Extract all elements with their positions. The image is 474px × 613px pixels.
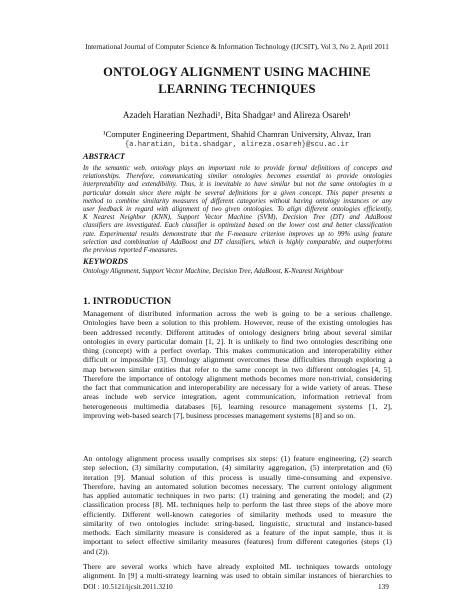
abstract-line: the previous reported F-measures. [83, 247, 178, 255]
abstract-line: method to combine similarity measures of different categories without having ontology instances or any [83, 197, 392, 205]
paragraph-line: ontologies in every particular domain [1, 2]. It is unlikely to find two ontologies describing one [83, 336, 392, 346]
author-list: Azadeh Haratian Nezhadi¹, Bita Shadgar¹ and Alireza Osareh¹ [122, 110, 352, 120]
paper-title [0, 64, 474, 98]
abstract-heading: ABSTRACT [83, 152, 125, 161]
intro-paragraph-1 [83, 309, 392, 420]
paragraph-line: There are several works which have already exploited ML techniques towards ontology [83, 562, 392, 571]
paragraph-line: heterogeneous multimedia databases [6], learning resource management systems [1, 2], [83, 401, 392, 411]
abstract-line: K Nearest Neighbor (KNN), Support Vector Machine (SVM), Decision Tree (DT) and AdaBoost [83, 214, 392, 222]
abstract-line: interpretability and extendibility. Thus, it is inevitable to have similar but not the same ontologies in a [83, 181, 392, 189]
abstract-line: relationships. Therefore, communicating similar ontologies becomes essential to provide ontologies [83, 173, 392, 181]
author-emails: {a.haratian, bita.shadgar, alireza.osareh}@scu.ac.ir [124, 141, 350, 149]
paragraph-line: important to select effective similarity measures (features) from different categories (steps (1) [83, 537, 392, 547]
paragraph-line: similarity of two ontologies include: string-based, linguistic, structural and instance-based [83, 518, 392, 528]
paragraph-line: areas include web service integration, agent communication, information retrieval from [83, 392, 392, 402]
title-line-1: ONTOLOGY ALIGNMENT USING MACHINE [103, 65, 371, 79]
journal-header: International Journal of Computer Science & Information Technology (IJCSIT), Vol 3, No 2, April 2011 [85, 42, 389, 51]
paragraph-line: Ontologies have been a solution to this problem. However, reuse of the existing ontologies has [83, 318, 392, 328]
keywords-heading: KEYWORDS [83, 257, 129, 266]
paragraph-line: has applied automatic techniques in two parts: (1) training and generating the model; and (2) [83, 491, 392, 500]
abstract-line: classifiers are investigated. Each classifier is optimized based on the lower cost and better classification [83, 222, 392, 230]
paragraph-line: Management of distributed information across the web is going to be a serious challenge. [83, 309, 392, 318]
paragraph-line: Therefore, having an automated solution becomes necessary. The current ontology alignment [83, 481, 392, 491]
paragraph-line: step selection, (3) similarity computation, (4) similarity aggregation, (5) interpretation and (6) [83, 463, 392, 473]
intro-paragraph-3 [83, 562, 392, 581]
paragraph-line: Therefore the importance of ontology alignment methods becomes more non-trivial, considering [83, 373, 392, 383]
footer-doi: DOI : 10.5121/ijcsit.2011.3210 [83, 583, 173, 591]
paragraph-line: the fact that communication and interoperability are necessary for a wide variety of areas. These [83, 383, 392, 392]
section-heading-introduction: 1. INTRODUCTION [83, 296, 172, 307]
paragraph-line: improving web-based search [7], business processes management systems [8] and so on. [83, 410, 356, 420]
keywords-body: Ontology Alignment, Support Vector Machine, Decision Tree, AdaBoost, K-Nearest Neighbour [83, 268, 344, 275]
paragraph-line: map between similar entities that refer to the same concept in two different ontologies [4, 5]. [83, 364, 392, 374]
paragraph-line: thing (concept) with a perfect overlap. This makes communication and interoperability either [83, 346, 392, 355]
paragraph-line: efficiently. Different well-known categories of similarity methods used to measure the [83, 509, 392, 519]
abstract-line: user feedback in regard with alignment of two given ontologies. To align different ontologies efficiently, [83, 206, 392, 214]
paragraph-line: alignment. In [9] a multi-strategy learning was used to obtain similar instances of hierarchies to [83, 571, 392, 581]
intro-paragraph-2 [83, 454, 392, 556]
abstract-line: selection and combination of AdaBoost and DT classifiers, which is highly comparable, and outperforms [83, 238, 392, 246]
abstract-line: rate. Experimental results demonstrate that the F-measure criterion improves up to 99% using feature [83, 230, 392, 238]
paragraph-line: been addressed recently. Different attitudes of ontology designers bring about several similar [83, 327, 392, 337]
paragraph-line: iteration [9]. Manual solution of this process is usually time-consuming and expensive. [83, 472, 392, 482]
affiliation: ¹Computer Engineering Department, Shahid Chamran University, Ahvaz, Iran [103, 129, 371, 139]
paragraph-line: classification process [8]. ML techniques help to perform the last three steps of the above more [83, 500, 392, 510]
abstract-line: particular domain since there might be several definitions for a given concept. This paper presents a [83, 189, 392, 197]
paragraph-line: methods. Each similarity measure is considered as a feature of the input sample, thus it is [83, 528, 392, 537]
paragraph-line: difficult or impossible [3]. Ontology alignment overcomes these difficulties through exploring a [83, 355, 392, 365]
abstract-body [83, 165, 392, 255]
abstract-line: In the semantic web, ontology plays an important role to provide formal definitions of concepts and [83, 165, 392, 172]
page-number: 139 [378, 583, 389, 591]
title-line-2: LEARNING TECHNIQUES [158, 82, 316, 96]
paragraph-line: An ontology alignment process usually comprises six steps: (1) feature engineering, (2) search [83, 454, 392, 463]
paragraph-line: and (2)). [83, 546, 110, 556]
